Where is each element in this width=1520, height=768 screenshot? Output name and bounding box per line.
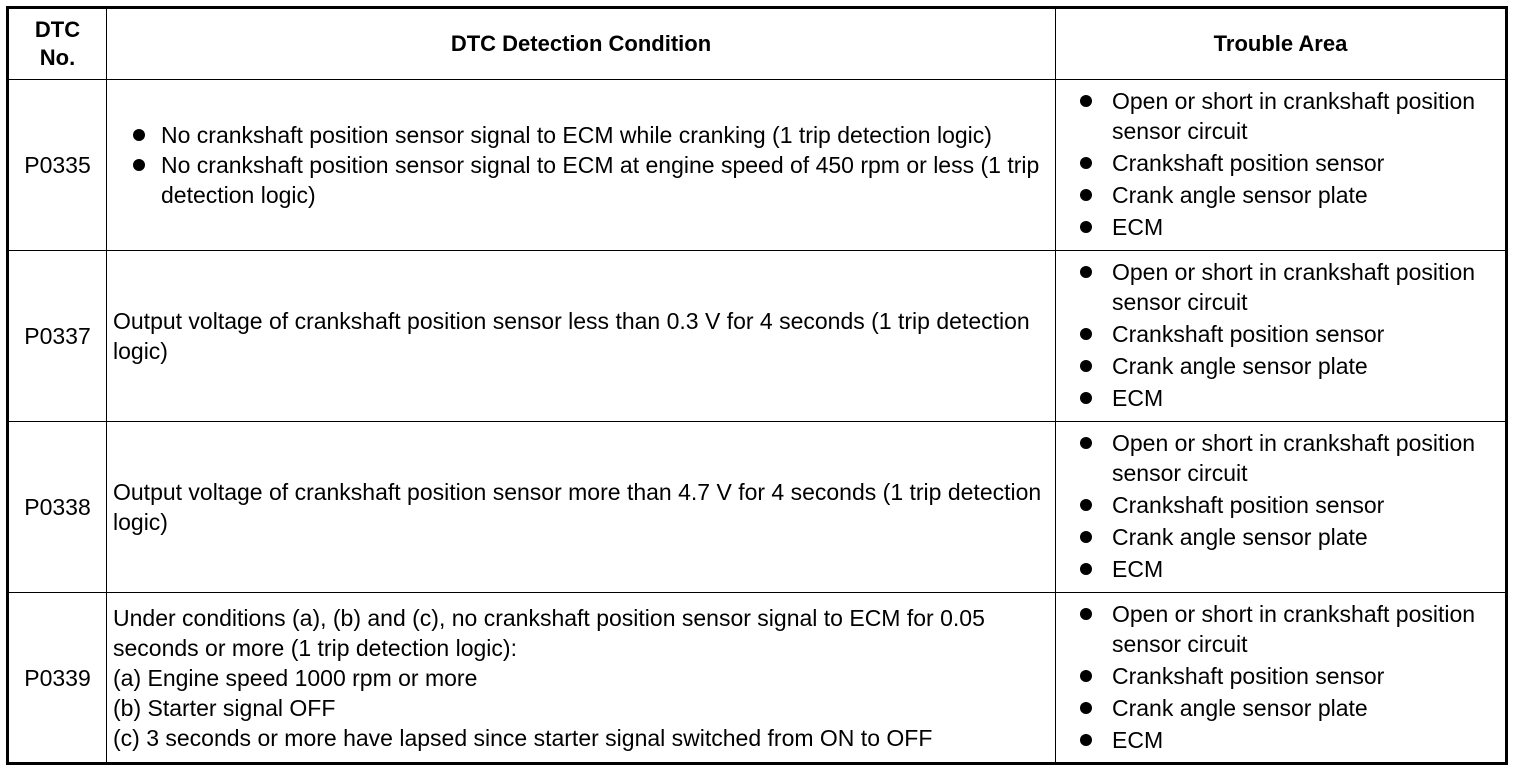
dtc-code: P0338 xyxy=(8,422,107,593)
trouble-area-cell xyxy=(1056,593,1507,764)
header-dtc-no-line2: No. xyxy=(39,45,76,70)
trouble-area-item: Crankshaft position sensor xyxy=(1080,319,1499,349)
trouble-area-item: ECM xyxy=(1080,725,1499,755)
trouble-area-item: ECM xyxy=(1080,212,1499,242)
table-row xyxy=(8,593,1507,764)
trouble-area-cell xyxy=(1056,422,1507,593)
trouble-area-item: Crankshaft position sensor xyxy=(1080,490,1499,520)
trouble-area-item: Crank angle sensor plate xyxy=(1080,351,1499,381)
trouble-area-list xyxy=(1080,257,1499,413)
condition-line: Under conditions (a), (b) and (c), no crankshaft position sensor signal to ECM for 0.05 seconds or more (1 trip detection logic): xyxy=(113,604,985,661)
header-trouble-area: Trouble Area xyxy=(1056,8,1507,80)
table-row xyxy=(8,251,1507,422)
header-dtc-no-line1: DTC xyxy=(34,17,81,42)
header-dtc-no xyxy=(8,8,107,80)
detection-condition-cell xyxy=(107,80,1056,251)
detection-condition-cell xyxy=(107,422,1056,593)
header-row xyxy=(8,8,1507,80)
condition-line: (b) Starter signal OFF xyxy=(113,694,336,721)
table-row xyxy=(8,80,1507,251)
trouble-area-item: Crank angle sensor plate xyxy=(1080,522,1499,552)
dtc-table xyxy=(6,6,1508,765)
detection-condition-cell xyxy=(107,593,1056,764)
trouble-area-item: Crank angle sensor plate xyxy=(1080,180,1499,210)
table-row xyxy=(8,422,1507,593)
detection-condition-cell xyxy=(107,251,1056,422)
trouble-area-item: Open or short in crankshaft position sensor circuit xyxy=(1080,599,1499,659)
condition-item: No crankshaft position sensor signal to ECM at engine speed of 450 rpm or less (1 trip detection logic) xyxy=(113,150,1049,210)
table-header xyxy=(8,8,1507,80)
trouble-area-item: Crankshaft position sensor xyxy=(1080,661,1499,691)
condition-text: Output voltage of crankshaft position sensor more than 4.7 V for 4 seconds (1 trip detection logic) xyxy=(113,479,1042,535)
trouble-area-list xyxy=(1080,428,1499,584)
condition-item: No crankshaft position sensor signal to ECM while cranking (1 trip detection logic) xyxy=(113,120,1049,150)
trouble-area-item: Open or short in crankshaft position sensor circuit xyxy=(1080,257,1499,317)
dtc-code: P0337 xyxy=(8,251,107,422)
condition-line: (a) Engine speed 1000 rpm or more xyxy=(113,664,478,691)
trouble-area-item: ECM xyxy=(1080,554,1499,584)
trouble-area-cell xyxy=(1056,80,1507,251)
trouble-area-item: Crankshaft position sensor xyxy=(1080,148,1499,178)
dtc-code: P0335 xyxy=(8,80,107,251)
header-detection-condition: DTC Detection Condition xyxy=(107,8,1056,80)
trouble-area-item: Crank angle sensor plate xyxy=(1080,693,1499,723)
trouble-area-list xyxy=(1080,86,1499,242)
condition-text: Output voltage of crankshaft position sensor less than 0.3 V for 4 seconds (1 trip detection logic) xyxy=(113,308,1030,364)
trouble-area-item: Open or short in crankshaft position sensor circuit xyxy=(1080,428,1499,488)
trouble-area-item: ECM xyxy=(1080,383,1499,413)
trouble-area-list xyxy=(1080,599,1499,755)
condition-list xyxy=(113,120,1049,210)
trouble-area-cell xyxy=(1056,251,1507,422)
dtc-code: P0339 xyxy=(8,593,107,764)
condition-line: (c) 3 seconds or more have lapsed since starter signal switched from ON to OFF xyxy=(113,724,933,751)
trouble-area-item: Open or short in crankshaft position sensor circuit xyxy=(1080,86,1499,146)
